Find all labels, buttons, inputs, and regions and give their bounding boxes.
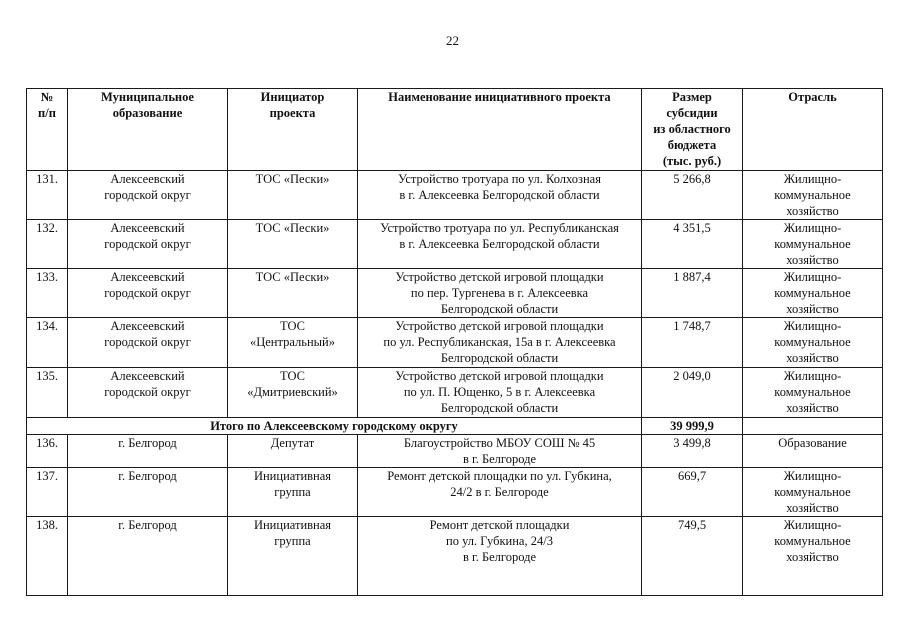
total-empty-cell — [743, 418, 883, 435]
row-number: 138. — [27, 517, 68, 596]
row-subsidy: 1 748,7 — [642, 318, 743, 368]
row-municipality: Алексеевский городской округ — [68, 318, 228, 368]
table-row — [27, 468, 883, 517]
row-number: 131. — [27, 171, 68, 220]
row-sector: Образование — [743, 435, 883, 468]
header-subsidy: Размер субсидии из областного бюджета (тыс. руб.) — [642, 89, 743, 171]
row-sector: Жилищно- коммунальное хозяйство — [743, 171, 883, 220]
total-value: 39 999,9 — [642, 418, 743, 435]
header-project: Наименование инициативного проекта — [358, 89, 642, 171]
row-sector: Жилищно- коммунальное хозяйство — [743, 220, 883, 269]
row-municipality: г. Белгород — [68, 517, 228, 596]
row-sector: Жилищно- коммунальное хозяйство — [743, 517, 883, 596]
row-number: 136. — [27, 435, 68, 468]
row-subsidy: 4 351,5 — [642, 220, 743, 269]
row-project: Устройство детской игровой площадки по ул. Республиканская, 15а в г. Алексеевка Белгородской области — [358, 318, 642, 368]
row-project: Ремонт детской площадки по ул. Губкина, 24/2 в г. Белгороде — [358, 468, 642, 517]
table-row — [27, 435, 883, 468]
header-initiator: Инициатор проекта — [228, 89, 358, 171]
row-municipality: Алексеевский городской округ — [68, 368, 228, 418]
row-number: 137. — [27, 468, 68, 517]
row-initiator: ТОС «Пески» — [228, 171, 358, 220]
row-initiator: Инициативная группа — [228, 517, 358, 596]
table-header-row — [27, 89, 883, 171]
table-row — [27, 318, 883, 368]
table-row — [27, 368, 883, 418]
row-sector: Жилищно- коммунальное хозяйство — [743, 468, 883, 517]
table-row — [27, 171, 883, 220]
row-subsidy: 5 266,8 — [642, 171, 743, 220]
header-number: № п/п — [27, 89, 68, 171]
row-project: Устройство детской игровой площадки по ул. П. Ющенко, 5 в г. Алексеевка Белгородской области — [358, 368, 642, 418]
row-number: 133. — [27, 269, 68, 318]
total-label: Итого по Алексеевскому городскому округу — [27, 418, 642, 435]
row-sector: Жилищно- коммунальное хозяйство — [743, 318, 883, 368]
row-initiator: ТОС «Дмитриевский» — [228, 368, 358, 418]
row-project: Устройство тротуара по ул. Колхозная в г. Алексеевка Белгородской области — [358, 171, 642, 220]
row-project: Устройство тротуара по ул. Республиканская в г. Алексеевка Белгородской области — [358, 220, 642, 269]
row-sector: Жилищно- коммунальное хозяйство — [743, 368, 883, 418]
row-number: 135. — [27, 368, 68, 418]
row-municipality: г. Белгород — [68, 435, 228, 468]
row-municipality: Алексеевский городской округ — [68, 220, 228, 269]
row-project: Ремонт детской площадки по ул. Губкина, 24/3 в г. Белгороде — [358, 517, 642, 596]
row-municipality: Алексеевский городской округ — [68, 171, 228, 220]
row-project: Благоустройство МБОУ СОШ № 45 в г. Белгороде — [358, 435, 642, 468]
table-row — [27, 220, 883, 269]
total-row — [27, 418, 883, 435]
row-project: Устройство детской игровой площадки по пер. Тургенева в г. Алексеевка Белгородской области — [358, 269, 642, 318]
row-subsidy: 1 887,4 — [642, 269, 743, 318]
row-sector: Жилищно- коммунальное хозяйство — [743, 269, 883, 318]
row-initiator: ТОС «Пески» — [228, 220, 358, 269]
row-subsidy: 3 499,8 — [642, 435, 743, 468]
page-number: 22 — [446, 33, 459, 48]
row-subsidy: 749,5 — [642, 517, 743, 596]
row-initiator: Депутат — [228, 435, 358, 468]
subsidy-table — [26, 88, 883, 596]
row-municipality: Алексеевский городской округ — [68, 269, 228, 318]
row-initiator: ТОС «Центральный» — [228, 318, 358, 368]
table-row — [27, 517, 883, 596]
row-subsidy: 669,7 — [642, 468, 743, 517]
row-number: 132. — [27, 220, 68, 269]
row-initiator: Инициативная группа — [228, 468, 358, 517]
row-initiator: ТОС «Пески» — [228, 269, 358, 318]
header-municipality: Муниципальное образование — [68, 89, 228, 171]
row-subsidy: 2 049,0 — [642, 368, 743, 418]
row-municipality: г. Белгород — [68, 468, 228, 517]
row-number: 134. — [27, 318, 68, 368]
table-row — [27, 269, 883, 318]
header-sector: Отрасль — [743, 89, 883, 171]
